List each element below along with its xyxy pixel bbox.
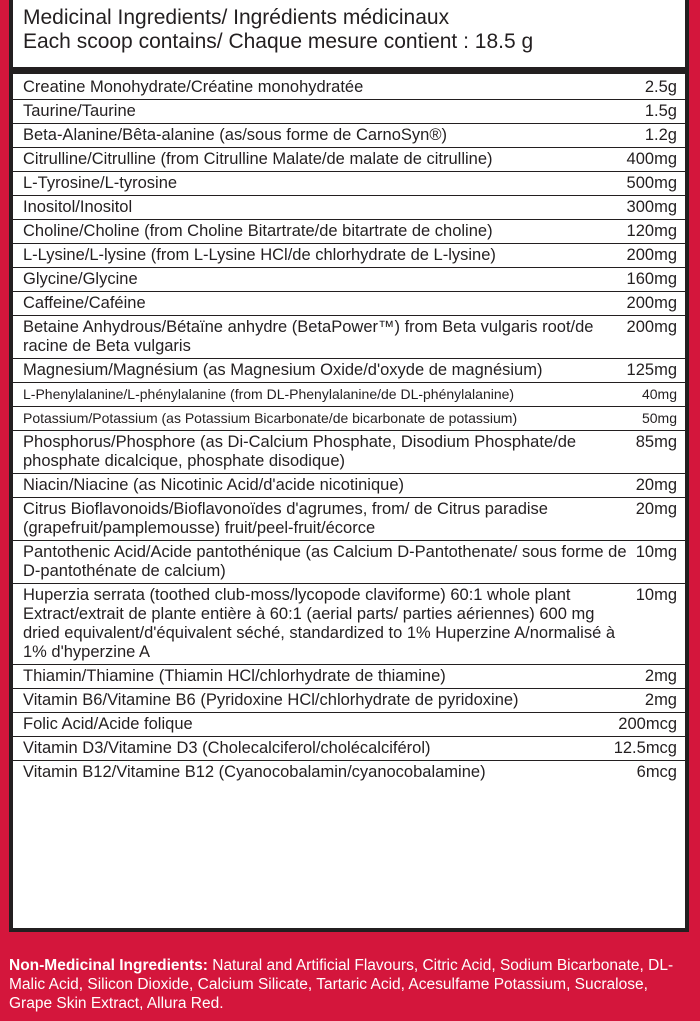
ingredient-amount: 200mg <box>626 318 677 336</box>
ingredient-row <box>13 737 685 761</box>
non-medicinal-label: Non-Medicinal Ingredients: <box>9 957 208 974</box>
ingredient-name: Taurine/Taurine <box>23 102 136 120</box>
ingredient-name: Thiamin/Thiamine (Thiamin HCl/chlorhydrate de thiamine) <box>23 667 446 685</box>
ingredient-row <box>13 76 685 100</box>
ingredient-row <box>13 196 685 220</box>
ingredient-name: Niacin/Niacine (as Nicotinic Acid/d'acide nicotinique) <box>23 476 404 494</box>
ingredient-name: Inositol/Inositol <box>23 198 133 216</box>
ingredient-amount: 10mg <box>635 586 677 604</box>
ingredient-amount: 200mcg <box>618 715 677 733</box>
ingredient-name: Beta-Alanine/Bêta-alanine (as/sous forme de CarnoSyn®) <box>23 126 447 144</box>
ingredient-row <box>13 172 685 196</box>
ingredient-amount: 200mg <box>626 246 677 264</box>
ingredient-name: Vitamin B12/Vitamine B12 (Cyanocobalamin/cyanocobalamine) <box>23 763 486 781</box>
ingredient-name: Folic Acid/Acide folique <box>23 715 193 733</box>
ingredient-amount: 400mg <box>626 150 677 168</box>
ingredient-amount: 40mg <box>641 386 677 402</box>
ingredient-row <box>13 220 685 244</box>
ingredient-row <box>13 316 685 359</box>
ingredient-name: L-Lysine/L-lysine (from L-Lysine HCl/de chlorhydrate de L-lysine) <box>23 246 496 264</box>
ingredient-amount: 6mcg <box>636 763 677 781</box>
ingredient-name: Pantothenic Acid/Acide pantothénique (as Calcium D-Pantothenate/ sous forme de D-pantothénate de calcium) <box>23 543 627 580</box>
ingredient-amount: 120mg <box>626 222 677 240</box>
ingredient-amount: 500mg <box>626 174 677 192</box>
ingredient-amount: 200mg <box>626 294 677 312</box>
ingredient-row <box>13 148 685 172</box>
ingredient-name: Potassium/Potassium (as Potassium Bicarbonate/de bicarbonate de potassium) <box>23 410 518 426</box>
ingredient-amount: 12.5mcg <box>613 739 677 757</box>
ingredient-row <box>13 665 685 689</box>
ingredient-row <box>13 124 685 148</box>
ingredient-row <box>13 292 685 316</box>
ingredient-row <box>13 761 685 784</box>
ingredient-list <box>13 76 685 784</box>
ingredient-name: Magnesium/Magnésium (as Magnesium Oxide/d'oxyde de magnésium) <box>23 361 543 379</box>
ingredient-amount: 2mg <box>644 691 677 709</box>
ingredient-row <box>13 689 685 713</box>
non-medicinal-text: Natural and Artificial Flavours, Citric Acid, Sodium Bicarbonate, DL-Malic Acid, Silicon Dioxide, Calcium Silicate, Tartaric Acid, Acesulfame Potassium, Sucralose, Grape Skin Extract, Allura Red. <box>9 957 674 1012</box>
ingredient-amount: 300mg <box>626 198 677 216</box>
ingredient-amount: 20mg <box>635 500 677 518</box>
ingredient-amount: 1.2g <box>644 126 677 144</box>
ingredient-row <box>13 100 685 124</box>
header-serving: Each scoop contains/ Chaque mesure contient : 18.5 g <box>23 30 534 53</box>
ingredient-row <box>13 713 685 737</box>
ingredient-amount: 20mg <box>635 476 677 494</box>
ingredient-amount: 1.5g <box>644 102 677 120</box>
ingredient-name: Choline/Choline (from Choline Bitartrate/de bitartrate de choline) <box>23 222 493 240</box>
ingredient-amount: 160mg <box>626 270 677 288</box>
ingredient-name: Betaine Anhydrous/Bétaïne anhydre (BetaPower™) from Beta vulgaris root/de racine de Beta vulgaris <box>23 318 594 355</box>
ingredient-row <box>13 383 685 407</box>
ingredient-amount: 2mg <box>644 667 677 685</box>
ingredient-name: Caffeine/Caféine <box>23 294 146 312</box>
ingredient-name: Citrulline/Citrulline (from Citrulline Malate/de malate de citrulline) <box>23 150 493 168</box>
ingredient-row <box>13 541 685 584</box>
ingredient-name: Huperzia serrata (toothed club-moss/lycopode claviforme) 60:1 whole plant Extract/extrait de plante entière à 60:1 (aerial parts/ parties aériennes) 600 mg dried equivalent/d'équivalent séché, standardized to 1% Huperzine A/normalisé à 1% d'hyperzine A <box>23 586 616 661</box>
ingredient-name: L-Phenylalanine/L-phénylalanine (from DL-Phenylalanine/de DL-phénylalanine) <box>23 386 515 402</box>
ingredient-row <box>13 268 685 292</box>
ingredient-name: Creatine Monohydrate/Créatine monohydratée <box>23 78 364 96</box>
ingredient-row <box>13 359 685 383</box>
ingredient-row <box>13 498 685 541</box>
ingredient-amount: 85mg <box>635 433 677 451</box>
ingredient-row <box>13 244 685 268</box>
header-divider <box>13 67 685 74</box>
ingredient-name: Vitamin D3/Vitamine D3 (Cholecalciferol/cholécalciférol) <box>23 739 431 757</box>
ingredient-amount: 2.5g <box>644 78 677 96</box>
medicinal-ingredients-panel <box>9 0 689 932</box>
ingredient-name: Vitamin B6/Vitamine B6 (Pyridoxine HCl/chlorhydrate de pyridoxine) <box>23 691 519 709</box>
ingredient-amount: 50mg <box>641 410 677 426</box>
ingredient-name: Glycine/Glycine <box>23 270 138 288</box>
panel-header <box>13 0 685 64</box>
ingredient-amount: 10mg <box>635 543 677 561</box>
ingredient-amount: 125mg <box>626 361 677 379</box>
ingredient-name: Phosphorus/Phosphore (as Di-Calcium Phosphate, Disodium Phosphate/de phosphate dicalcique, phosphate disodique) <box>23 433 577 470</box>
ingredient-row <box>13 407 685 431</box>
ingredient-name: L-Tyrosine/L-tyrosine <box>23 174 178 192</box>
header-title: Medicinal Ingredients/ Ingrédients médicinaux <box>23 6 450 29</box>
ingredient-row <box>13 431 685 474</box>
ingredient-row <box>13 474 685 498</box>
ingredient-row <box>13 584 685 665</box>
ingredient-name: Citrus Bioflavonoids/Bioflavonoïdes d'agrumes, from/ de Citrus paradise (grapefruit/pamplemousse) fruit/peel-fruit/écorce <box>23 500 548 537</box>
non-medicinal-ingredients <box>9 956 693 1013</box>
